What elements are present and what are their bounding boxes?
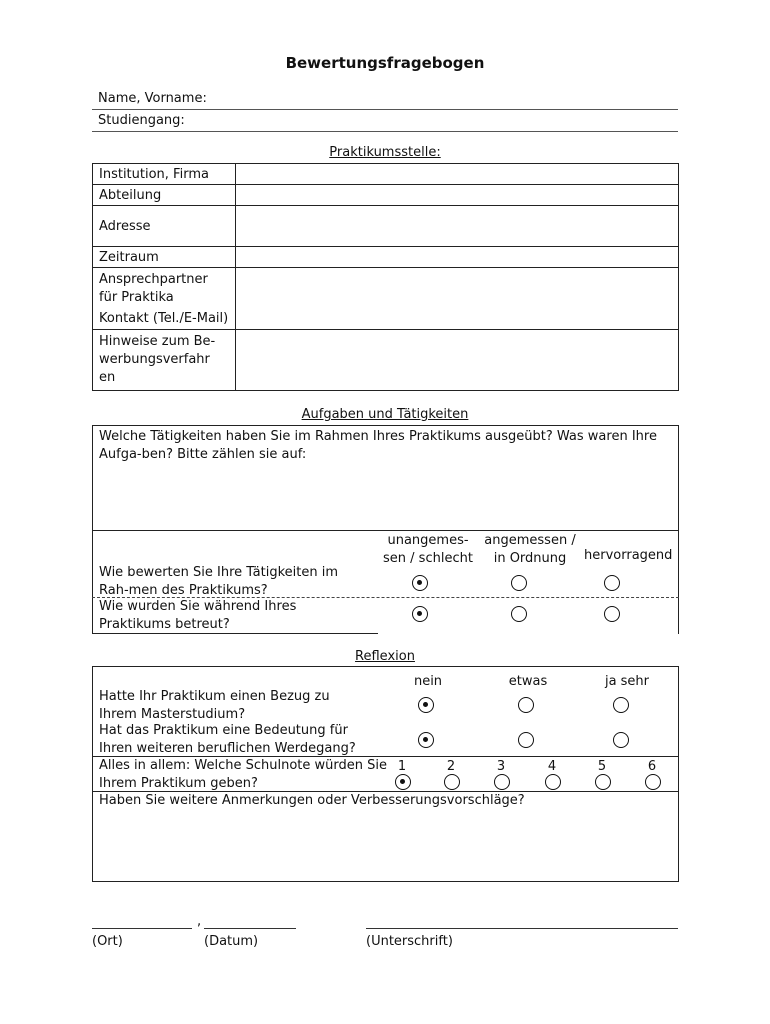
reflexion-q4: Haben Sie weitere Anmerkungen oder Verbesserungsvorschläge?: [99, 793, 525, 808]
reflexion-q2: Hat das Praktikum eine Bedeutung für Ihren weiteren beruflichen Werdegang?: [99, 723, 356, 756]
q2-radio-mid[interactable]: [511, 606, 527, 622]
praktikumsstelle-table: [92, 163, 679, 391]
studiengang-field[interactable]: [92, 112, 678, 132]
scale-mid-label: angemessen / in Ordnung: [484, 533, 576, 566]
abteilung-input[interactable]: [236, 185, 679, 206]
grade-radio-2[interactable]: [444, 774, 460, 790]
aufgaben-q1: Wie bewerten Sie Ihre Tätigkeiten im Rah-men des Praktikums?: [99, 565, 339, 598]
scale-high-label: hervorragend: [584, 548, 673, 563]
ort-line[interactable]: [92, 927, 192, 929]
ansprechpartner-label: Ansprechpartner für Praktika: [99, 272, 208, 305]
q1-radio-low[interactable]: [412, 575, 428, 591]
datum-line[interactable]: [204, 927, 296, 929]
reflexion-scale-etwas: etwas: [508, 674, 548, 689]
unterschrift-label: (Unterschrift): [366, 934, 453, 949]
reflexion-scale-nein: nein: [413, 674, 443, 689]
ansprechpartner-input[interactable]: [236, 268, 679, 330]
grade-radio-3[interactable]: [494, 774, 510, 790]
adresse-input[interactable]: [236, 206, 679, 247]
reflexion-q1: Hatte Ihr Praktikum einen Bezug zu Ihrem Masterstudium?: [99, 689, 330, 722]
studiengang-label: Studiengang:: [98, 113, 185, 128]
aufgaben-heading: Aufgaben und Tätigkeiten: [301, 407, 469, 422]
grade-radio-4[interactable]: [545, 774, 561, 790]
grade-label-1: 1: [397, 759, 407, 774]
ort-label: (Ort): [92, 934, 123, 949]
q1-radio-mid[interactable]: [511, 575, 527, 591]
zeitraum-input[interactable]: [236, 247, 679, 268]
reflexion-q1-radio-etwas[interactable]: [518, 697, 534, 713]
aufgaben-q2: Wie wurden Sie während Ihres Praktikums betreut?: [99, 599, 297, 632]
adresse-label: Adresse: [93, 206, 236, 247]
grade-label-5: 5: [597, 759, 607, 774]
grade-radio-1[interactable]: [395, 774, 411, 790]
grade-label-4: 4: [547, 759, 557, 774]
datum-label: (Datum): [204, 934, 259, 949]
institution-input[interactable]: [236, 164, 679, 185]
ansprechpartner-cell: [93, 268, 236, 330]
kontakt-label: Kontakt (Tel./E-Mail): [99, 311, 229, 326]
zeitraum-label: Zeitraum: [93, 247, 236, 268]
grade-radio-5[interactable]: [595, 774, 611, 790]
reflexion-scale-jasehr: ja sehr: [604, 674, 650, 689]
reflexion-q1-radio-nein[interactable]: [418, 697, 434, 713]
grade-label-3: 3: [496, 759, 506, 774]
name-label: Name, Vorname:: [98, 91, 207, 106]
praktikumsstelle-heading: Praktikumsstelle:: [329, 145, 441, 160]
reflexion-q2-radio-etwas[interactable]: [518, 732, 534, 748]
institution-label: Institution, Firma: [93, 164, 236, 185]
reflexion-heading: Reflexion: [355, 649, 415, 664]
grade-label-6: 6: [647, 759, 657, 774]
reflexion-q3: Alles in allem: Welche Schulnote würden Sie Ihrem Praktikum geben?: [99, 758, 387, 791]
hinweise-input[interactable]: [236, 330, 679, 391]
anmerkungen-input[interactable]: [93, 812, 677, 880]
hinweise-label: Hinweise zum Be-werbungsverfahren: [93, 330, 236, 391]
comma: ,: [197, 914, 202, 929]
reflexion-q1-radio-jasehr[interactable]: [613, 697, 629, 713]
q2-radio-high[interactable]: [604, 606, 620, 622]
q2-radio-low[interactable]: [412, 606, 428, 622]
reflexion-q2-radio-nein[interactable]: [418, 732, 434, 748]
abteilung-label: Abteilung: [93, 185, 236, 206]
grade-radio-6[interactable]: [645, 774, 661, 790]
scale-low-label: unangemes-sen / schlecht: [383, 533, 473, 566]
aufgaben-question: Welche Tätigkeiten haben Sie im Rahmen Ihres Praktikums ausgeübt? Was waren Ihre Aufga-ben? Bitte zählen sie auf:: [99, 429, 657, 462]
grade-label-2: 2: [446, 759, 456, 774]
name-field[interactable]: [92, 90, 678, 110]
q1-radio-high[interactable]: [604, 575, 620, 591]
unterschrift-line[interactable]: [366, 927, 678, 929]
aufgaben-textbox[interactable]: [92, 425, 679, 531]
reflexion-q2-radio-jasehr[interactable]: [613, 732, 629, 748]
page-title: Bewertungsfragebogen: [285, 54, 485, 72]
